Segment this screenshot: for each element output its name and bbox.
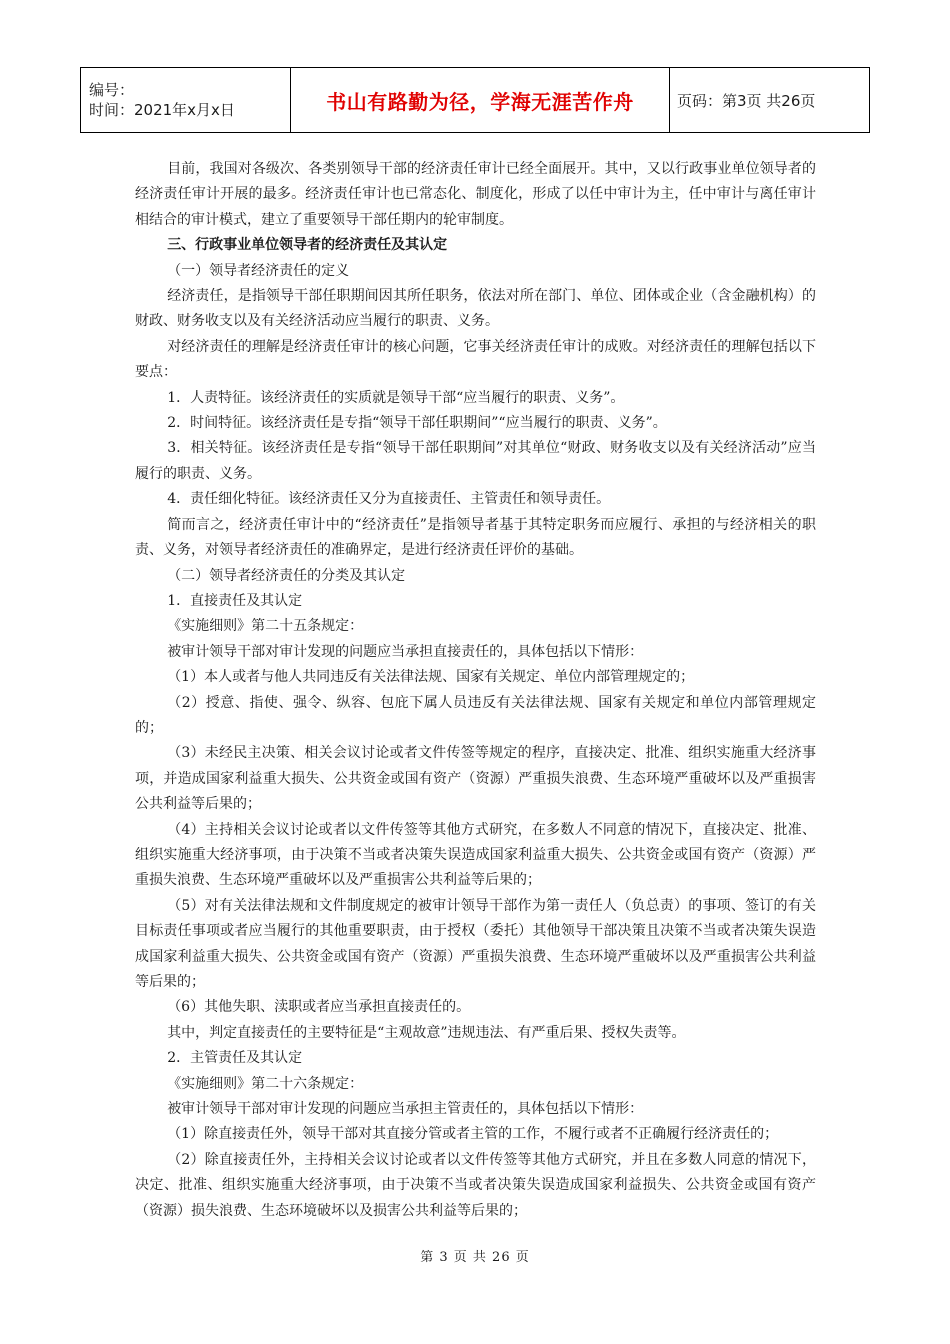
paragraph: 《实施细则》第二十六条规定： (167, 1075, 364, 1092)
paragraph: （3）未经民主决策、相关会议讨论或者文件传签等规定的程序，直接决定、批准、组织实施重大经济事项，并造成国家利益重大损失、公共资金或国有资产（资源）严重损失浪费、生态环境严重破坏以及严重损害公共利益等后果的； (135, 745, 816, 813)
header-meta-cell (81, 68, 291, 133)
paragraph: （2）授意、指使、强令、纵容、包庇下属人员违反有关法律法规、国家有关规定和单位内部管理规定的； (135, 694, 816, 736)
paragraph: 4．责任细化特征。该经济责任又分为直接责任、主管责任和领导责任。 (167, 491, 611, 508)
paragraph: （1）除直接责任外，领导干部对其直接分管或者主管的工作，不履行或者不正确履行经济责任的； (167, 1126, 779, 1143)
paragraph: （1）本人或者与他人共同违反有关法律法规、国家有关规定、单位内部管理规定的； (167, 669, 695, 686)
paragraph: 目前，我国对各级次、各类别领导干部的经济责任审计已经全面展开。其中，又以行政事业单位领导者的经济责任审计开展的最多。经济责任审计也已常态化、制度化，形成了以任中审计为主，任中审计与离任审计相结合的审计模式，建立了重要领导干部任期内的轮审制度。 (135, 161, 816, 228)
page-header (80, 67, 870, 133)
paragraph: 简而言之，经济责任审计中的“经济责任”是指领导者基于其特定职务而应履行、承担的与经济相关的职责、义务，对领导者经济责任的准确界定，是进行经济责任评价的基础。 (135, 516, 816, 559)
paragraph: 3．相关特征。该经济责任是专指“领导干部任职期间”对其单位“财政、财务收支以及有关经济活动”应当履行的职责、义务。 (135, 440, 816, 482)
number-label: 编号： (89, 81, 135, 99)
paragraph: 经济责任，是指领导干部任职期间因其所任职务，依法对所在部门、单位、团体或企业（含金融机构）的财政、财务收支以及有关经济活动应当履行的职责、义务。 (135, 288, 816, 330)
page-footer: 第 3 页 共 26 页 (420, 1250, 530, 1265)
paragraph: 1．直接责任及其认定 (167, 592, 303, 609)
paragraph: 2．主管责任及其认定 (167, 1050, 303, 1067)
header-motto: 书山有路勤为径，学海无涯苦作舟 (291, 68, 670, 133)
time-label: 时间：2021年x月x日 (89, 101, 235, 119)
paragraph: （6）其他失职、渎职或者应当承担直接责任的。 (167, 999, 471, 1016)
paragraph: （一）领导者经济责任的定义 (167, 262, 350, 279)
paragraph: （4）主持相关会议讨论或者以文件传签等其他方式研究，在多数人不同意的情况下，直接决定、批准、组织实施重大经济事项，由于决策不当或者决策失误造成国家利益重大损失、公共资金或国有资产（资源）严重损失浪费、生态环境严重破坏以及严重损害公共利益等后果的； (135, 821, 816, 889)
paragraph: 其中，判定直接责任的主要特征是“主观故意”违规违法、有严重后果、授权失责等。 (167, 1024, 686, 1041)
paragraph: （二）领导者经济责任的分类及其认定 (167, 567, 406, 584)
paragraph: 1．人责特征。该经济责任的实质就是领导干部“应当履行的职责、义务”。 (167, 389, 625, 406)
paragraph: 被审计领导干部对审计发现的问题应当承担直接责任的，具体包括以下情形： (167, 643, 644, 660)
document-body (135, 157, 816, 1224)
paragraph: 2．时间特征。该经济责任是专指“领导干部任职期间”“应当履行的职责、义务”。 (167, 415, 667, 432)
section-heading: 三、行政事业单位领导者的经济责任及其认定 (167, 237, 448, 254)
paragraph: 《实施细则》第二十五条规定： (167, 618, 364, 635)
paragraph: （2）除直接责任外，主持相关会议讨论或者以文件传签等其他方式研究，并且在多数人同意的情况下，决定、批准、组织实施重大经济事项，由于决策不当或者决策失误造成国家利益损失、公共资金或国有资产（资源）损失浪费、生态环境破坏以及损害公共利益等后果的； (135, 1151, 816, 1219)
paragraph: 被审计领导干部对审计发现的问题应当承担主管责任的，具体包括以下情形： (167, 1101, 644, 1118)
paragraph: （5）对有关法律法规和文件制度规定的被审计领导干部作为第一责任人（负总责）的事项、签订的有关目标责任事项或者应当履行的其他重要职责，由于授权（委托）其他领导干部决策且决策不当或者决策失误造成国家利益重大损失、公共资金或国有资产（资源）严重损失浪费、生态环境严重破坏以及严重损害公共利益等后果的； (135, 897, 816, 990)
paragraph: 对经济责任的理解是经济责任审计的核心问题，它事关经济责任审计的成败。对经济责任的理解包括以下要点： (135, 338, 816, 381)
header-page-label: 页码：第3页 共26页 (670, 68, 870, 133)
